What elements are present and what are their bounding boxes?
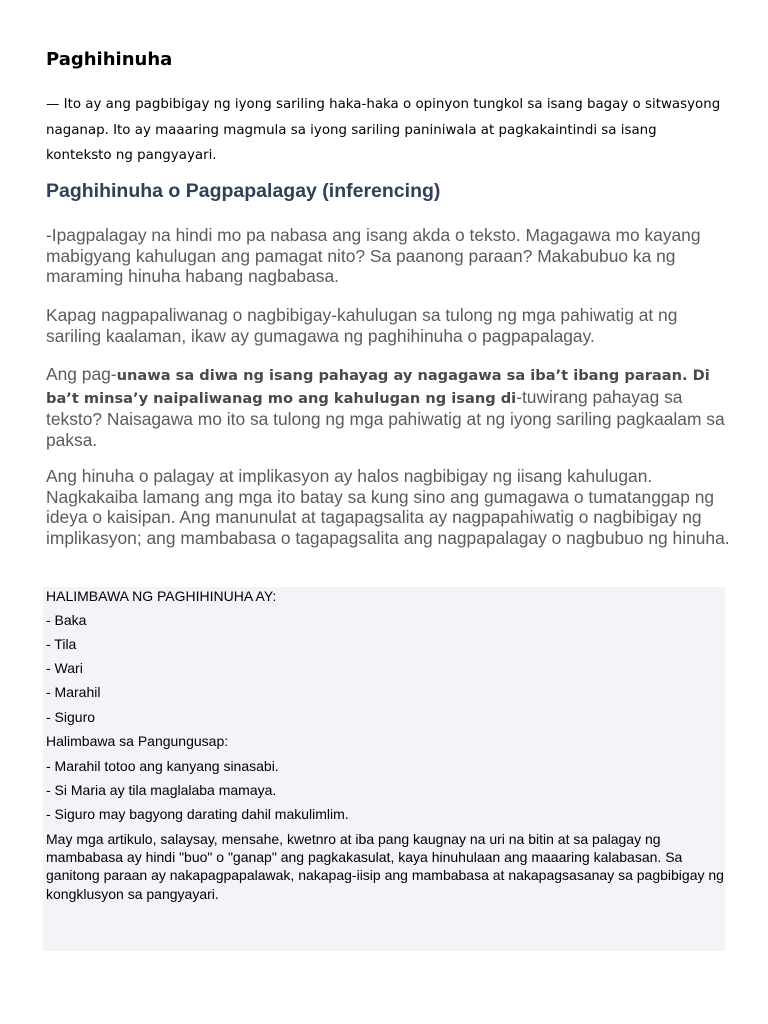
paragraph-3-end: -tuwirang pahayag sa teksto? Naisagawa mo ito sa tulong ng mga pahiwatig at ng iyong sariling pagkaalam sa paksa. xyxy=(46,386,725,450)
example-item: - Siguro xyxy=(46,709,96,725)
paragraph-3-start: Ang pag- xyxy=(46,364,117,384)
paragraph-4: Ang hinuha o palagay at implikasyon ay halos nagbibigay ng iisang kahulugan. Nagkakaiba lamang ang mga ito batay sa kung sino ang gumagawa o tumatanggap ng ideya o kaisipan. Ang manunulat at tagapagsalita ay nagpapahiwatig o nagbibigay ng implikasyon; ang mambabasa o tagapagsalita ang nagpapalagay o nagbubuo ng hinuha. xyxy=(46,466,730,548)
sentence-examples-header: Halimbawa sa Pangungusap: xyxy=(46,733,229,749)
example-item: - Wari xyxy=(46,660,83,676)
example-item: - Tila xyxy=(46,636,77,652)
closing-paragraph: May mga artikulo, salaysay, mensahe, kwetnro at iba pang kaugnay na uri na bitin at sa palagay ng mambabasa ay hindi "buo" o "ganap" ang pagkakasulat, kaya hinuhulaan ang maaaring kalabasan. Sa ganitong paraan ay nakapagpapalawak, nakapag-iisip ang mambabasa at nakapagsasanay sa pagbibigay ng kongklusyon sa pangyayari. xyxy=(46,831,724,902)
paragraph-3 xyxy=(46,364,736,450)
intro-paragraph: — Ito ay ang pagbibigay ng iyong sariling haka-haka o opinyon tungkol sa isang bagay o sitwasyong naganap. Ito ay maaaring magmula sa iyong sariling paniniwala at pagkakaintindi sa isang konteksto ng pangyayari. xyxy=(46,97,721,163)
section-heading: Paghihinuha o Pagpapalagay (inferencing) xyxy=(46,180,441,202)
example-sentence: - Si Maria ay tila maglalaba mamaya. xyxy=(46,782,277,798)
paragraph-3-bold: unawa sa diwa ng isang pahayag ay nagagawa sa iba’t ibang paraan. Di ba’t minsa’y naipaliwanag mo ang kahulugan ng isang di xyxy=(46,367,710,407)
paragraph-1: -Ipagpalagay na hindi mo pa nabasa ang isang akda o teksto. Magagawa mo kayang mabigyang kahulugan ang pamagat nito? Sa paanong paraan? Makabubuo ka ng maraming hinuha habang nagbabasa. xyxy=(46,225,701,286)
example-item: - Baka xyxy=(46,612,87,628)
paragraph-2: Kapag nagpapaliwanag o nagbibigay-kahulugan sa tulong ng mga pahiwatig at ng sariling kaalaman, ikaw ay gumagawa ng paghihinuha o pagpapalagay. xyxy=(46,305,678,346)
examples-header: HALIMBAWA NG PAGHIHINUHA AY: xyxy=(46,588,277,604)
example-sentence: - Marahil totoo ang kanyang sinasabi. xyxy=(46,758,279,774)
page-title: Paghihinuha xyxy=(46,49,173,70)
example-sentence: - Siguro may bagyong darating dahil makulimlim. xyxy=(46,806,349,822)
example-item: - Marahil xyxy=(46,684,101,700)
